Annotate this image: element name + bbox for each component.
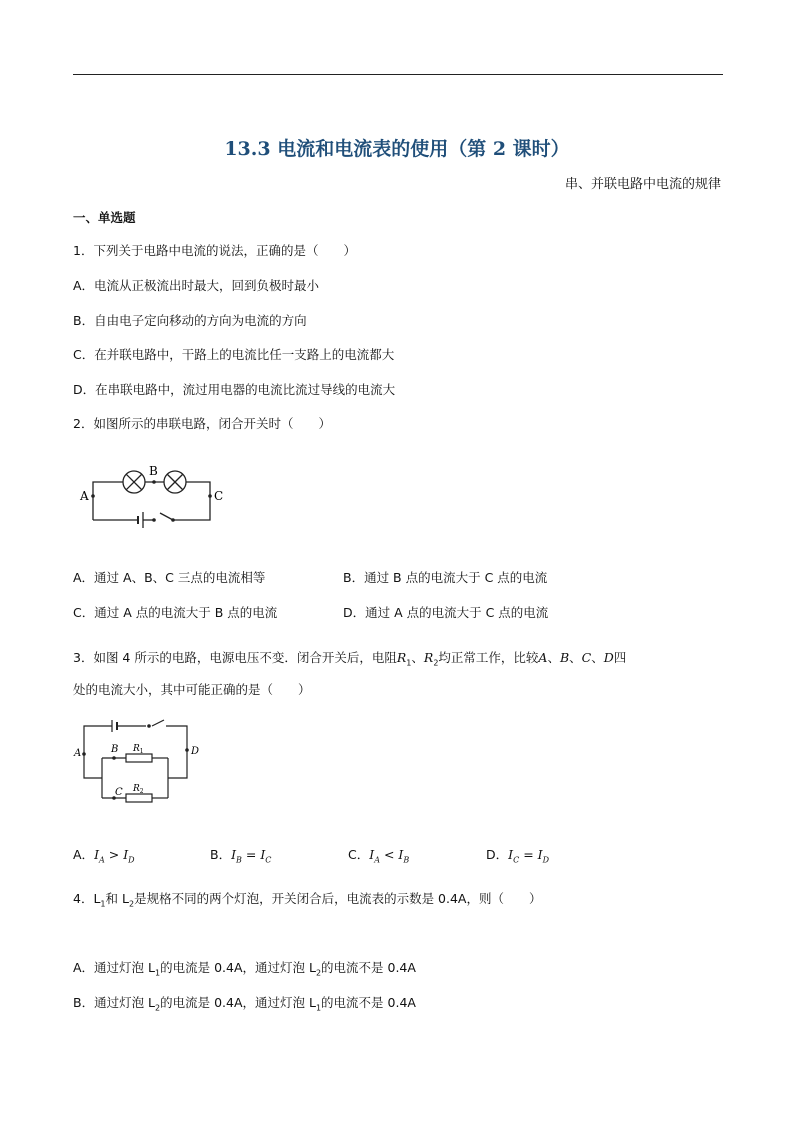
q4-stem: 4．$L_1$和 $L_2$是规格不同的两个灯泡，开关闭合后，电流表的示数是 0.4A，则（ ） xyxy=(73,891,542,909)
q2-label-a: A xyxy=(80,489,89,503)
q3-r2-sub: 2 xyxy=(433,658,439,668)
q3-parallel-circuit-diagram xyxy=(72,716,202,812)
q2-series-circuit-diagram xyxy=(78,460,228,530)
q3-label-a: A xyxy=(74,748,82,759)
q3-option-b: B．$I_B = I_C$ xyxy=(210,847,272,865)
q3-label-c: C xyxy=(115,787,123,798)
q3-option-c: C．$I_A < I_B$ xyxy=(348,847,410,865)
q1-stem: 1．下列关于电路中电流的说法，正确的是（ ） xyxy=(73,243,356,258)
q2-stem: 2．如图所示的串联电路，闭合开关时（ ） xyxy=(73,416,331,431)
q1-option-d: D．在串联电路中，流过用电器的电流比流过导线的电流大 xyxy=(73,382,396,397)
q2-option-a: A．通过 A、B、C 三点的电流相等 xyxy=(73,570,266,585)
q3-r1-sub: 1 xyxy=(406,658,412,668)
q3-label-r2: $R_2$ xyxy=(133,784,144,795)
q1-option-c: C．在并联电路中，干路上的电流比任一支路上的电流都大 xyxy=(73,347,395,362)
q2-option-d: D．通过 A 点的电流大于 C 点的电流 xyxy=(343,605,549,620)
q3-stem-part1: 3．如图 4 所示的电路，电源电压不变．闭合开关后，电阻 xyxy=(73,650,397,665)
page-title: 13.3 电流和电流表的使用（第 2 课时） xyxy=(224,138,570,160)
q3-label-d: D xyxy=(191,746,200,757)
q3-label-b: B xyxy=(111,744,119,755)
q3-stem-part3: 四 xyxy=(613,650,627,665)
q3-point-a: A xyxy=(538,650,548,665)
q3-stem-line2: 处的电流大小，其中可能正确的是（ ） xyxy=(73,682,311,697)
q3-r2: R xyxy=(423,650,434,665)
q4-option-a: A．通过灯泡 $L_1$的电流是 0.4A，通过灯泡 $L_2$的电流不是 0.4A xyxy=(73,960,416,978)
q3-label-r1: $R_1$ xyxy=(133,744,144,755)
q2-option-b: B．通过 B 点的电流大于 C 点的电流 xyxy=(343,570,548,585)
q3-point-b: B xyxy=(559,650,570,665)
q1-option-a: A．电流从正极流出时最大，回到负极时最小 xyxy=(73,278,320,293)
q3-sep: 、 xyxy=(411,650,424,665)
q4-option-b: B．通过灯泡 $L_2$的电流是 0.4A，通过灯泡 $L_1$的电流不是 0.4A xyxy=(73,995,416,1013)
q2-label-b: B xyxy=(149,464,158,478)
q2-label-c: C xyxy=(214,489,224,503)
header-rule xyxy=(73,74,723,75)
q3-stem-line1: 3．如图 4 所示的电路，电源电压不变．闭合开关后，电阻$R_1$、$R_2$均正常工作，比较A、B、C、D四 xyxy=(73,650,627,668)
q3-stem-part2: 均正常工作，比较 xyxy=(438,650,539,665)
q3-point-c: C xyxy=(581,650,592,665)
q3-point-d: D xyxy=(603,650,614,665)
q2-option-c: C．通过 A 点的电流大于 B 点的电流 xyxy=(73,605,278,620)
section-heading: 一、单选题 xyxy=(73,210,136,225)
q3-option-d: D．$I_C = I_D$ xyxy=(486,847,550,865)
q3-r1: R xyxy=(396,650,407,665)
page-subtitle: 串、并联电路中电流的规律 xyxy=(564,177,721,192)
q1-option-b: B．自由电子定向移动的方向为电流的方向 xyxy=(73,313,307,328)
q3-option-a: A．$I_A > I_D$ xyxy=(73,847,135,865)
